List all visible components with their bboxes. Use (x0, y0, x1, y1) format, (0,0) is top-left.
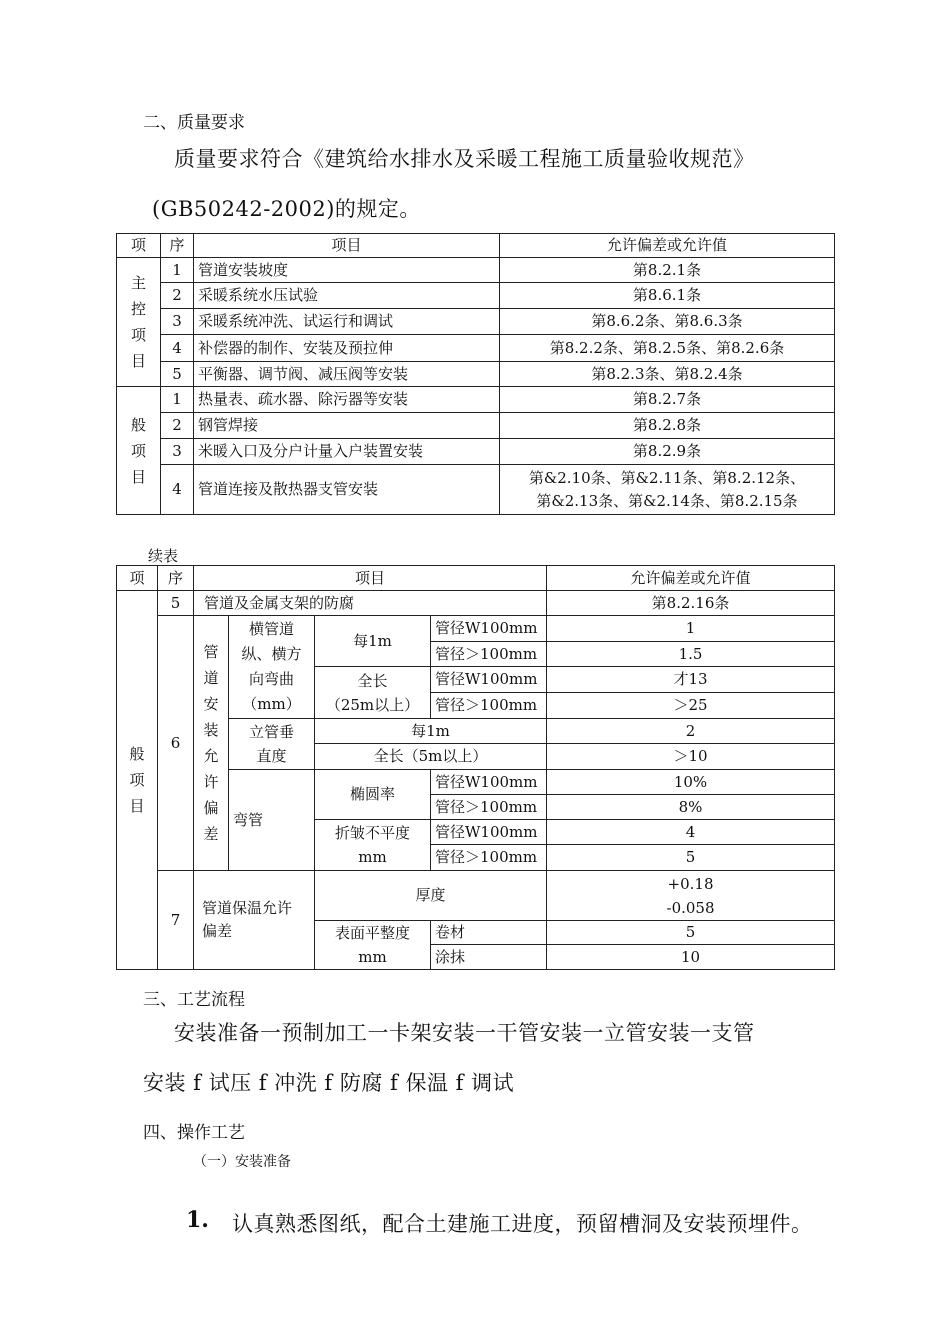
operation-heading: 四、操作工艺 (143, 1123, 245, 1143)
per-1m-label: 每1m (315, 616, 431, 667)
vertical-pipe-label: 立管垂 直度 (229, 719, 315, 770)
horizontal-pipe-label: 横管道 纵、横方 向弯曲 （mm） (229, 616, 315, 719)
item-cell: 采暖系统水压试验 (194, 283, 500, 309)
quality-text-line-2: (GB50242-2002)的规定。 (152, 197, 421, 221)
quality-table-2 (116, 565, 835, 970)
value-cell: 第&2.10条、第&2.11条、第8.2.12条、 第&2.13条、第&2.14条、第8.2.15条 (500, 465, 835, 515)
group-main-control: 主 控 项 目 (117, 258, 161, 387)
seq-cell: 2 (161, 283, 194, 309)
item-cell: 平衡器、调节阀、减压阀等安装 (194, 362, 500, 387)
value-cell: 第8.2.1条 (500, 258, 835, 283)
value-cell: 1 (547, 616, 835, 642)
seq-cell: 5 (158, 591, 194, 616)
value-cell: 第8.6.1条 (500, 283, 835, 309)
quality-heading: 二、质量要求 (143, 113, 245, 133)
full-length-5m-label: 全长（5m以上） (315, 744, 547, 770)
diameter-le-100: 管径W100mm (431, 770, 547, 795)
seq-cell: 4 (161, 335, 194, 362)
value-cell: 2 (547, 719, 835, 744)
item1-text: 认真熟悉图纸，配合土建施工进度，预留槽洞及安装预埋件。 (232, 1212, 813, 1236)
bend-pipe-label: 弯管 (229, 770, 315, 871)
item-cell: 米暖入口及分户计量入户装置安装 (194, 439, 500, 465)
value-cell: 4 (547, 820, 835, 845)
diameter-gt-100: 管径＞100mm (431, 642, 547, 667)
value-cell: 5 (547, 921, 835, 945)
value-cell: 第8.2.8条 (500, 413, 835, 439)
seq-cell: 6 (158, 616, 194, 871)
wrinkle-label: 折皱不平度 mm (315, 820, 431, 871)
value-cell: 第8.2.16条 (547, 591, 835, 616)
value-cell: 第8.6.2条、第8.6.3条 (500, 309, 835, 335)
full-length-25m-label: 全长 （25m以上） (315, 667, 431, 719)
item-cell: 采暖系统冲洗、试运行和调试 (194, 309, 500, 335)
process-text-line-2: 安装 f 试压 f 冲洗 f 防腐 f 保温 f 调试 (143, 1071, 515, 1095)
diameter-le-100: 管径W100mm (431, 616, 547, 642)
diameter-gt-100: 管径＞100mm (431, 693, 547, 719)
roll-material-label: 卷材 (431, 921, 547, 945)
value-cell: 1.5 (547, 642, 835, 667)
value-cell: 第8.2.3条、第8.2.4条 (500, 362, 835, 387)
seq-cell: 4 (161, 465, 194, 515)
seq-cell: 2 (161, 413, 194, 439)
insulation-tolerance-label: 管道保温允许 偏差 (194, 871, 315, 970)
group-general: 般 项 目 (117, 387, 161, 515)
item-cell: 补偿器的制作、安装及预拉伸 (194, 335, 500, 362)
header-xu: 序 (158, 566, 194, 591)
diameter-le-100: 管径W100mm (431, 667, 547, 693)
value-cell: +0.18 -0.058 (547, 871, 835, 921)
header-allowed-value: 允许偏差或允许值 (500, 234, 835, 258)
item1-number: 1. (186, 1207, 209, 1233)
process-heading: 三、工艺流程 (143, 990, 245, 1010)
diameter-gt-100: 管径＞100mm (431, 845, 547, 871)
continued-label: 续表 (148, 547, 179, 565)
seq-cell: 1 (161, 387, 194, 413)
value-cell: ＞10 (547, 744, 835, 770)
value-cell: 10% (547, 770, 835, 795)
header-allowed-value: 允许偏差或允许值 (547, 566, 835, 591)
header-item: 项目 (194, 566, 547, 591)
group-general: 般 项 目 (117, 591, 158, 970)
seq-cell: 3 (161, 439, 194, 465)
value-cell: 第8.2.7条 (500, 387, 835, 413)
surface-flatness-label: 表面平整度 mm (315, 921, 431, 970)
quality-text-line-1: 质量要求符合《建筑给水排水及采暖工程施工质量验收规范》 (174, 147, 755, 171)
thickness-label: 厚度 (315, 871, 547, 921)
process-text-line-1: 安装准备一预制加工一卡架安装一干管安装一立管安装一支管 (174, 1021, 755, 1045)
ellipticity-label: 椭圆率 (315, 770, 431, 820)
per-1m-label: 每1m (315, 719, 547, 744)
seq-cell: 1 (161, 258, 194, 283)
quality-table-1 (116, 233, 835, 515)
value-cell: 8% (547, 795, 835, 820)
header-xiang: 项 (117, 566, 158, 591)
value-cell: 5 (547, 845, 835, 871)
item-cell: 钢管焊接 (194, 413, 500, 439)
value-cell: 10 (547, 945, 835, 970)
value-cell: 第8.2.2条、第8.2.5条、第8.2.6条 (500, 335, 835, 362)
seq-cell: 3 (161, 309, 194, 335)
value-cell: 才13 (547, 667, 835, 693)
item-cell: 管道及金属支架的防腐 (194, 591, 547, 616)
diameter-gt-100: 管径＞100mm (431, 795, 547, 820)
value-cell: 第8.2.9条 (500, 439, 835, 465)
seq-cell: 5 (161, 362, 194, 387)
header-item: 项目 (194, 234, 500, 258)
value-cell: ＞25 (547, 693, 835, 719)
item-cell: 管道安装坡度 (194, 258, 500, 283)
prep-subheading: （一）安装准备 (193, 1154, 291, 1170)
item-cell: 热量表、疏水器、除污器等安装 (194, 387, 500, 413)
header-xu: 序 (161, 234, 194, 258)
coating-label: 涂抹 (431, 945, 547, 970)
item-cell: 管道连接及散热器支管安装 (194, 465, 500, 515)
diameter-le-100: 管径W100mm (431, 820, 547, 845)
seq-cell: 7 (158, 871, 194, 970)
header-xiang: 项 (117, 234, 161, 258)
pipe-install-tolerance-label: 管 道 安 装 允 许 偏 差 (194, 616, 229, 871)
